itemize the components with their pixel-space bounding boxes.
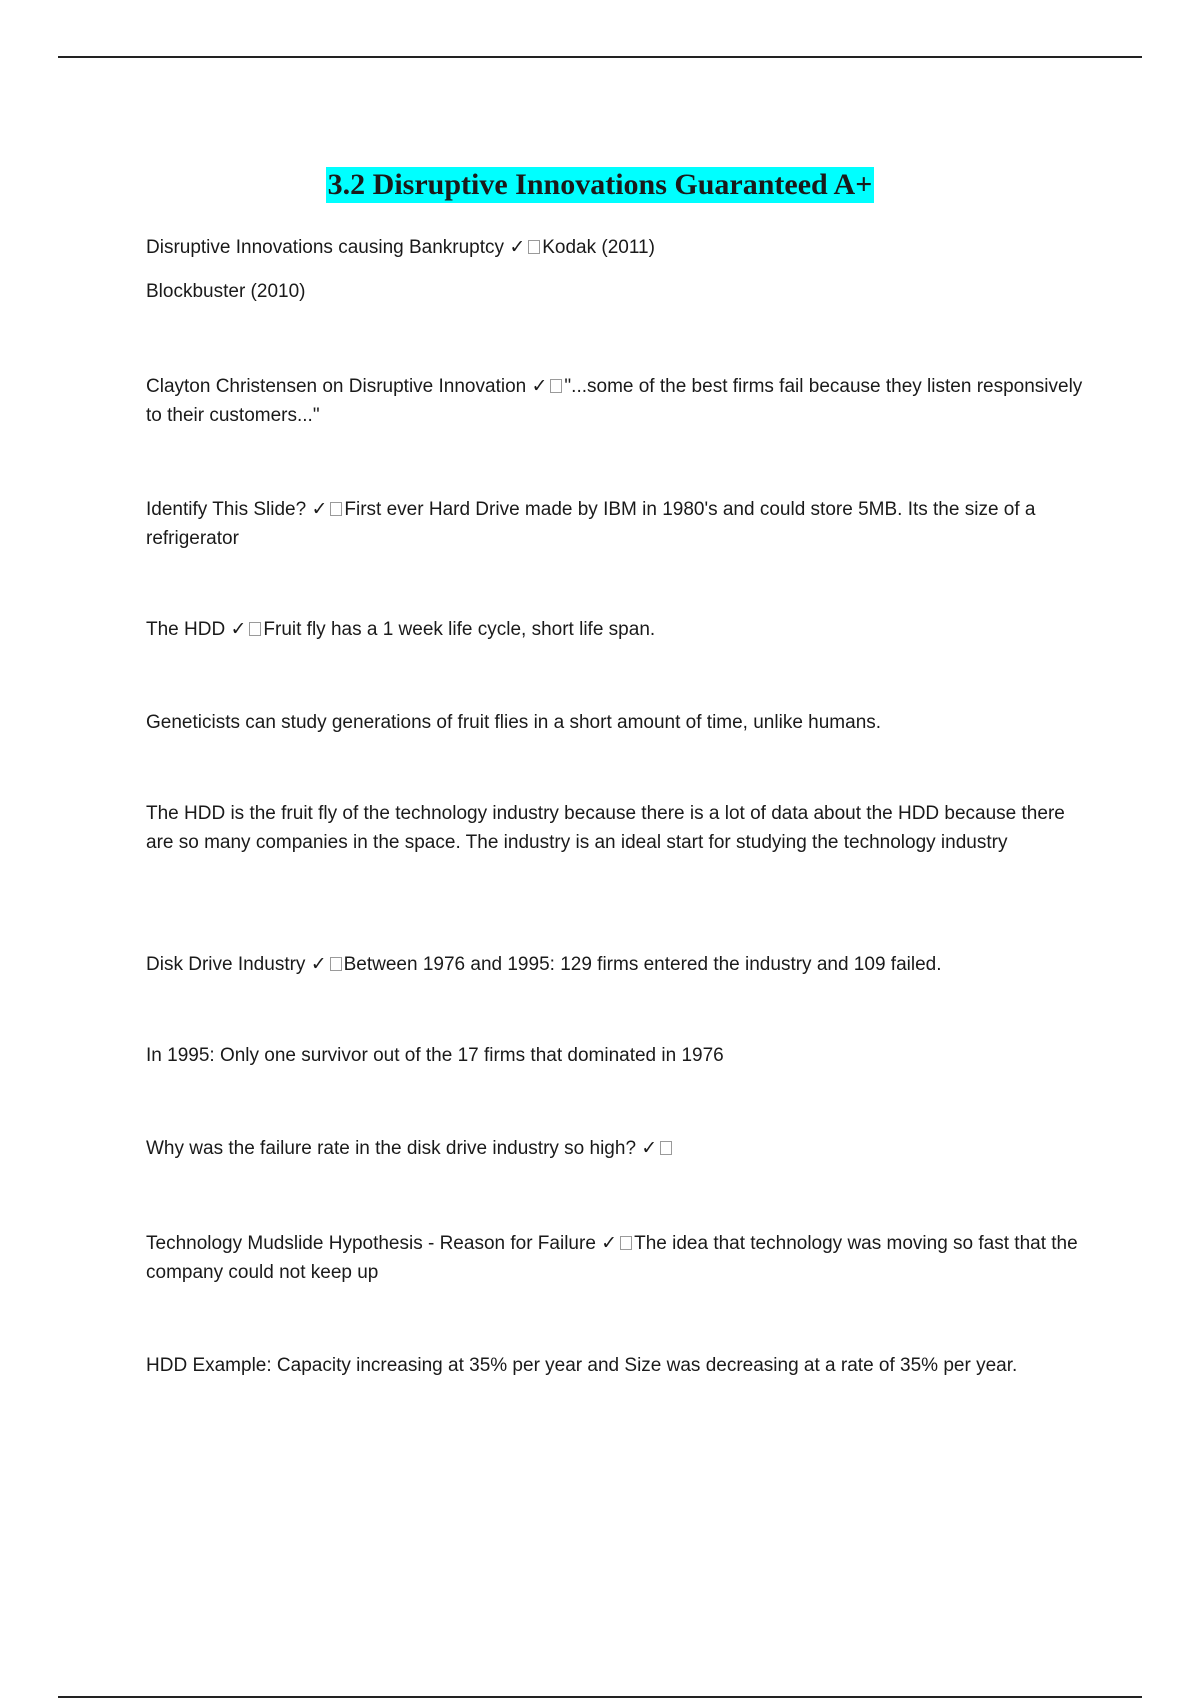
text-item-blockbuster [146,277,1096,306]
qa-item-bankruptcy [146,233,1096,262]
answer-text: First ever Hard Drive made by IBM in 1980's and could store 5MB. Its the size of a refrigerator [146,499,1036,549]
term-text: Identify This Slide? [146,499,307,520]
term-text: Disruptive Innovations causing Bankruptcy [146,237,505,258]
qa-item-identify-slide [146,495,1096,553]
check-mark-icon: ✓ [311,498,328,520]
term-text: Technology Mudslide Hypothesis - Reason for Failure [146,1233,596,1254]
empty-box-icon [330,957,342,971]
body-text: In 1995: Only one survivor out of the 17 firms that dominated in 1976 [146,1045,724,1066]
qa-item-mudslide [146,1229,1096,1287]
answer-text: Kodak (2011) [542,237,655,258]
body-text: The HDD is the fruit fly of the technology industry because there is a lot of data about the HDD because there are so many companies in the space. The industry is an ideal start for studying the technology industry [146,803,1065,853]
answer-text: The idea that technology was moving so fast that the company could not keep up [146,1233,1078,1283]
empty-box-icon [550,379,562,393]
empty-box-icon [620,1236,632,1250]
check-mark-icon: ✓ [310,953,327,975]
term-text: Disk Drive Industry [146,954,306,975]
answer-text: "...some of the best firms fail because they listen responsively to their customers..." [146,376,1083,426]
title-container [0,167,1200,203]
qa-item-hdd [146,615,1096,644]
text-item-fruit-fly [146,799,1096,857]
body-text: Blockbuster (2010) [146,281,306,302]
qa-item-failure-rate [146,1134,1096,1163]
term-text: Why was the failure rate in the disk drive industry so high? [146,1138,637,1159]
qa-item-christensen [146,372,1096,430]
text-item-survivor [146,1041,1096,1070]
body-text: Geneticists can study generations of fruit flies in a short amount of time, unlike humans. [146,712,882,733]
qa-item-disk-drive-industry [146,950,1096,979]
term-text: Clayton Christensen on Disruptive Innovation [146,376,527,397]
term-text: The HDD [146,619,226,640]
footer-rule [58,1696,1142,1698]
check-mark-icon: ✓ [601,1232,618,1254]
empty-box-icon [660,1141,672,1155]
check-mark-icon: ✓ [509,236,526,258]
answer-text: Fruit fly has a 1 week life cycle, short life span. [263,619,656,640]
empty-box-icon [330,502,342,516]
text-item-hdd-example [146,1351,1096,1380]
check-mark-icon: ✓ [641,1137,658,1159]
answer-text: Between 1976 and 1995: 129 firms entered the industry and 109 failed. [343,954,942,975]
check-mark-icon: ✓ [531,375,548,397]
header-rule [58,56,1142,58]
empty-box-icon [249,622,261,636]
body-text: HDD Example: Capacity increasing at 35% per year and Size was decreasing at a rate of 35% per year. [146,1355,1018,1376]
empty-box-icon [528,240,540,254]
text-item-geneticists [146,708,1096,737]
check-mark-icon: ✓ [230,618,247,640]
document-title: 3.2 Disruptive Innovations Guaranteed A+ [327,168,873,201]
